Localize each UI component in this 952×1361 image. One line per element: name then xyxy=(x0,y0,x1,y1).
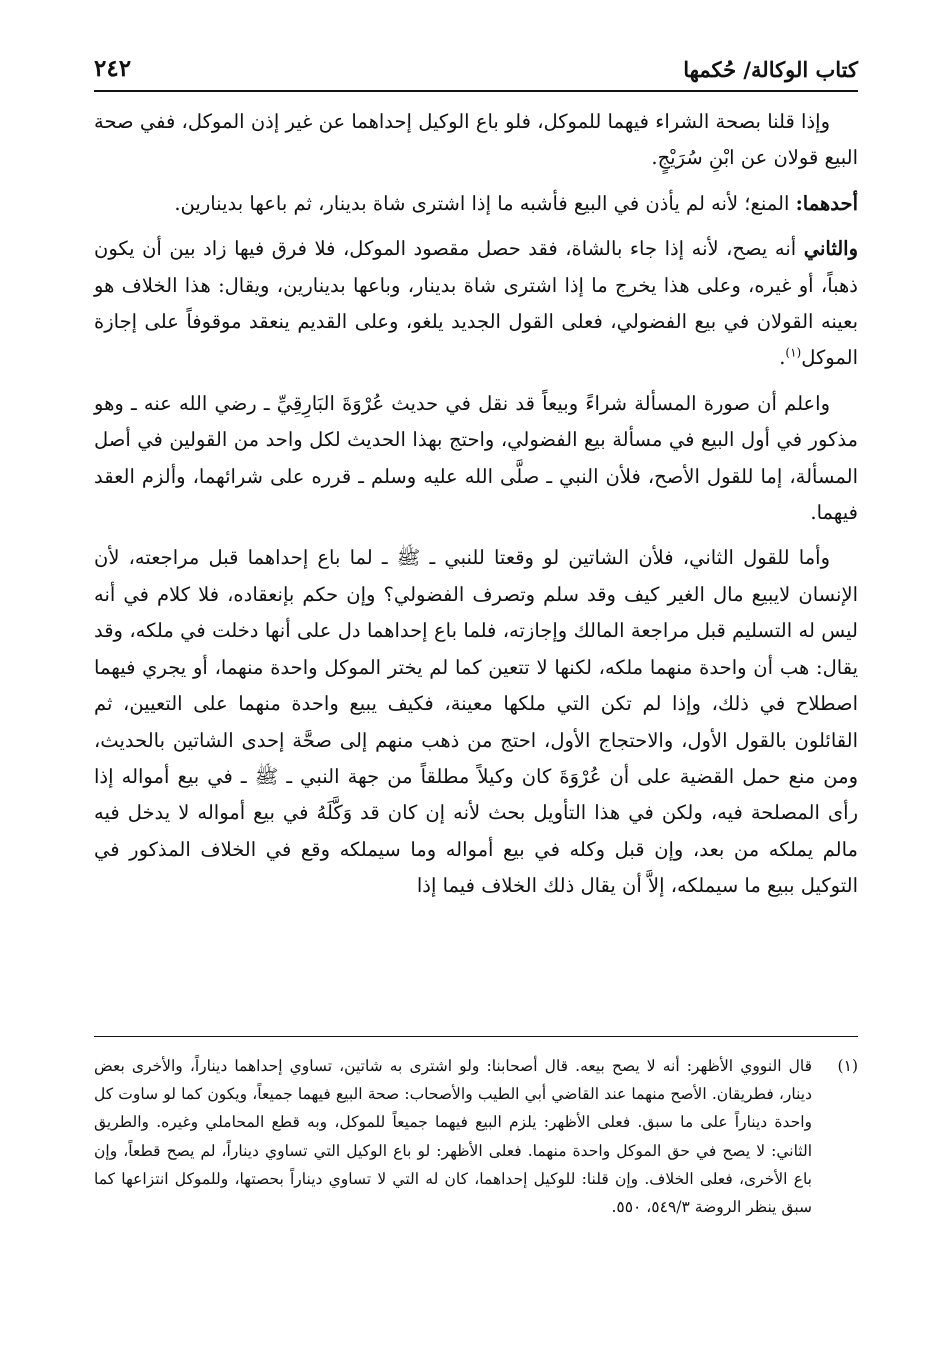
paragraph xyxy=(94,186,858,222)
paragraph-text: أنه يصح، لأنه إذا جاء بالشاة، فقد حصل مقصود الموكل، فلا فرق فيها زاد بين أن يكون ذهباً، أو غيره، وعلى هذا يخرج ما إذا اشترى شاة بدينار، وباعها بدينارين، ويقال: هذا الخلاف هو بعينه القولان في بيع الفضولي، فعلى القول الجديد يلغو، وعلى القديم ينعقد موقوفاً على إجازة الموكل xyxy=(94,237,858,370)
footnote-text: قال النووي الأظهر: أنه لا يصح بيعه. قال أصحابنا: ولو اشترى به شاتين، تساوي إحداهما ديناراً، والأخرى بعض دينار، فطريقان. الأصح منهما عند القاضي أبي الطيب والأصحاب: صحة البيع فيهما جميعاً، ويكون كما لو ساوت كل واحدة ديناراً على ما سبق. فعلى الأظهر: يلزم البيع فيهما جميعاً للموكل، وبه قطع المحاملي وغيره. والطريق الثاني: لا يصح في حق الموكل واحدة منهما. فعلى الأظهر: لو باع الوكيل التي تساوي ديناراً، لم يصح قطعاً، وإن باع الأخرى، فعلى الخلاف. وإن قلنا: للوكيل إحداهما، كان له التي لا تساوي ديناراً بحصتها، وللموكل انتزاعها كما سبق ينظر الروضة ٥٤٩/٣، ٥٥٠. xyxy=(94,1057,812,1217)
paragraph-lead: أحدهما: xyxy=(795,191,858,215)
running-title: كتاب الوكالة/ حُكمها xyxy=(683,57,858,82)
paragraph-text: المنع؛ لأنه لم يأذن في البيع فأشبه ما إذا اشترى شاة بدينار، ثم باعها بدينارين. xyxy=(174,191,796,215)
paragraph-text: وأما للقول الثاني، فلأن الشاتين لو وقعتا للنبي ـ ﷺ ـ لما باع إحداهما قبل مراجعته، لأن الإنسان لايبيع مال الغير كيف وقد سلم وتصرف الفضولي؟ وإن حكم بإنعقاده، فلا كلام في أنه ليس له التسليم قبل مراجعة المالك وإجازته، فلما باع إحداهما دل على أنها دخلت في ملكه، وقد يقال: هب أن واحدة منهما ملكه، لكنها لا تتعين كما لم يختر الموكل واحدة منهما، أو يجري فيهما اصطلاح في ذلك، وإذا لم تكن التي ملكها معينة، فكيف يبيع واحدة منهما على التعيين، ثم القائلون بالقول الأول، والاحتجاج الأول، احتج من ذهب منهم إلى صحَّة إحدى الشاتين بالحديث، ومن منع حمل القضية على أن عُرْوَةَ كان وكيلاً مطلقاً من جهة النبي ـ ﷺ ـ في بيع أمواله إذا رأى المصلحة فيه، ولكن في هذا التأويل بحث لأنه إن كان قد وَكَّلَهُ في بيع أمواله لا يدخل فيه مالم يملكه من بعد، وإن قبل وكله في بيع أمواله وما سيملكه وقع في الخلاف المذكور في التوكيل ببيع ما سيملكه، إلاَّ أن يقال ذلك الخلاف فيما إذا xyxy=(94,546,858,898)
paragraph-text: واعلم أن صورة المسألة شراءً وبيعاً قد نقل في حديث عُرْوَةَ البَارِقِيِّ ـ رضي الله عنه ـ وهو مذكور في أول البيع في مسألة بيع الفضولي، واحتج بهذا الحديث لكل واحد من القولين في أصل المسألة، إما للقول الأصح، فلأن النبي ـ صلَّى الله عليه وسلم ـ قرره على شرائهما، وألزم العقد فيهما. xyxy=(94,391,858,525)
paragraph-text: وإذا قلنا بصحة الشراء فيهما للموكل، فلو باع الوكيل إحداهما عن غير إذن الموكل، ففي صحة البيع قولان عن ابْنِ سُرَيْجٍ. xyxy=(94,110,858,170)
footnote-reference[interactable]: (١) xyxy=(785,345,802,360)
footnote xyxy=(94,1052,858,1221)
footnote-marker: (١) xyxy=(837,1057,858,1075)
main-text xyxy=(94,104,858,914)
page-header xyxy=(94,38,858,92)
paragraph xyxy=(94,104,858,177)
paragraph-lead: والثاني xyxy=(803,237,858,261)
paragraph xyxy=(94,386,858,532)
footnote-divider xyxy=(94,1036,858,1037)
page-number: ٢٤٢ xyxy=(94,55,132,82)
paragraph: والثاني أنه يصح، لأنه إذا جاء بالشاة، فقد حصل مقصود الموكل، فلا فرق فيها زاد بين أن يكون ذهباً، أو غيره، وعلى هذا يخرج ما إذا اشترى شاة بدينار، وباعها بدينارين، ويقال: هذا الخلاف هو بعينه القولان في بيع الفضولي، فعلى القول الجديد يلغو، وعلى القديم ينعقد موقوفاً على إجازة الموكل$^{(١)}$. xyxy=(94,237,858,370)
paragraph xyxy=(94,540,858,904)
